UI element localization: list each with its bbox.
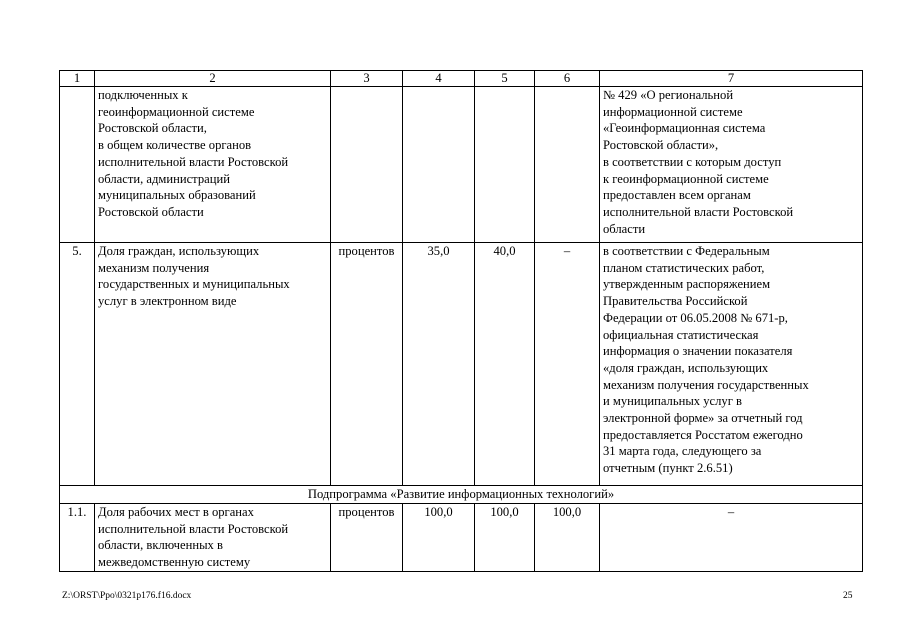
footer-file-path: Z:\ORST\Ppo\0321p176.f16.docx	[62, 591, 192, 601]
indicators-table	[59, 70, 863, 572]
header-cell-1: 1	[60, 71, 95, 87]
table-row-1-1	[60, 504, 863, 572]
value-cell-5	[475, 87, 535, 243]
value-cell-6: –	[535, 243, 600, 486]
row-number-cell: 1.1.	[60, 504, 95, 572]
value-cell-5: 100,0	[475, 504, 535, 572]
unit-cell: процентов	[331, 243, 403, 486]
header-cell-2: 2	[95, 71, 331, 87]
value-cell-4: 100,0	[403, 504, 475, 572]
row-number-cell	[60, 87, 95, 243]
subprogram-heading: Подпрограмма «Развитие информационных технологий»	[60, 486, 863, 504]
header-cell-5: 5	[475, 71, 535, 87]
footer-page-number: 25	[843, 591, 853, 601]
note-cell: в соответствии с Федеральным планом статистических работ, утвержденным распоряжением Правительства Российской Федерации от 06.05.2008 № 671-р, официальная статистическая информация о значении показателя «доля граждан, использующих механизм получения государственных и муниципальных услуг в электронной форме» за отчетный год предоставляется Росстатом ежегодно 31 марта года, следующего за отчетным (пункт 2.6.51)	[600, 243, 863, 486]
indicator-name-cell: подключенных к геоинформационной системе Ростовской области, в общем количестве органов исполнительной власти Ростовской области, администраций муниципальных образований Ростовской области	[95, 87, 331, 243]
header-cell-6: 6	[535, 71, 600, 87]
header-cell-3: 3	[331, 71, 403, 87]
value-cell-6: 100,0	[535, 504, 600, 572]
value-cell-5: 40,0	[475, 243, 535, 486]
indicator-name-cell: Доля граждан, использующих механизм получения государственных и муниципальных услуг в электронном виде	[95, 243, 331, 486]
table-row-continued	[60, 87, 863, 243]
value-cell-6	[535, 87, 600, 243]
header-cell-4: 4	[403, 71, 475, 87]
unit-cell: процентов	[331, 504, 403, 572]
row-number-cell: 5.	[60, 243, 95, 486]
note-cell: –	[600, 504, 863, 572]
note-cell: № 429 «О региональной информационной системе «Геоинформационная система Ростовской области», в соответствии с которым доступ к геоинформационной системе предоставлен всем органам исполнительной власти Ростовской области	[600, 87, 863, 243]
header-cell-7: 7	[600, 71, 863, 87]
subprogram-row	[60, 486, 863, 504]
unit-cell	[331, 87, 403, 243]
value-cell-4	[403, 87, 475, 243]
value-cell-4: 35,0	[403, 243, 475, 486]
table-row-5	[60, 243, 863, 486]
indicator-name-cell: Доля рабочих мест в органах исполнительной власти Ростовской области, включенных в межведомственную систему	[95, 504, 331, 572]
header-row	[60, 71, 863, 87]
